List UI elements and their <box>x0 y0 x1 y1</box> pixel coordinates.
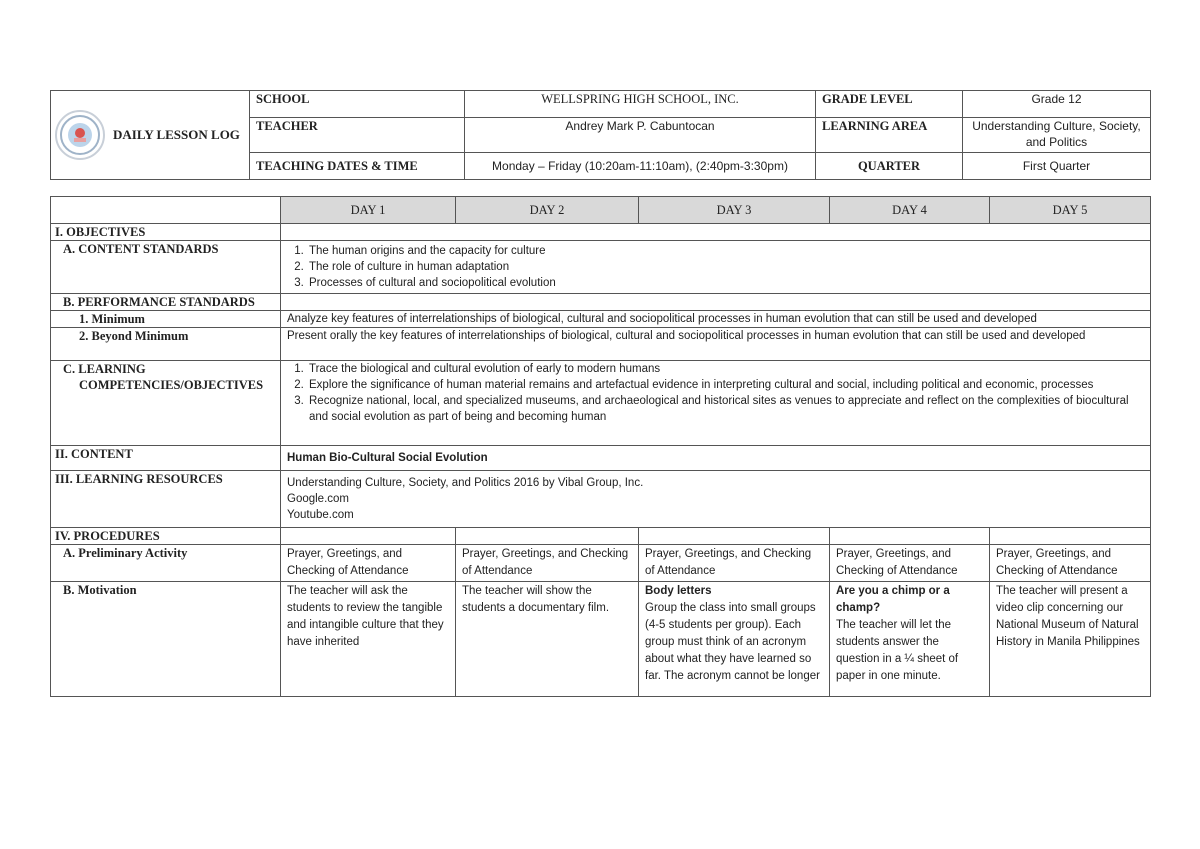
day-5-header: DAY 5 <box>990 197 1151 224</box>
motivation-day-3 <box>639 582 830 697</box>
content-standards-cell <box>281 241 1151 294</box>
motivation-day-2: The teacher will show the students a documentary film. <box>456 582 639 697</box>
motivation-day-4 <box>830 582 990 697</box>
chimp-or-champ-text: The teacher will let the students answer the question in a ¼ sheet of paper in one minute. <box>836 619 959 682</box>
procedures-blank <box>639 528 830 545</box>
preliminary-label: A. Preliminary Activity <box>51 545 281 582</box>
content-standards-heading: A. CONTENT STANDARDS <box>51 241 281 294</box>
dates-label: TEACHING DATES & TIME <box>250 153 465 180</box>
body-letters-text: Group the class into small groups (4-5 students per group). Each group must think of an acronym about what they have learned so far. The acronym cannot be longer <box>645 602 820 682</box>
learning-area-value: Understanding Culture, Society, and Politics <box>963 118 1151 153</box>
grade-level-label: GRADE LEVEL <box>816 91 963 118</box>
resource-item: Youtube.com <box>287 509 354 521</box>
preliminary-day-5: Prayer, Greetings, and Checking of Attendance <box>990 545 1151 582</box>
content-text: Human Bio-Cultural Social Evolution <box>281 446 1151 471</box>
resources-row <box>51 471 1151 528</box>
day-4-header: DAY 4 <box>830 197 990 224</box>
quarter-label: QUARTER <box>816 153 963 180</box>
minimum-row <box>51 311 1151 328</box>
motivation-row <box>51 582 1151 697</box>
day-header-row <box>51 197 1151 224</box>
list-item: 1. The human origins and the capacity for culture <box>307 243 1144 259</box>
procedures-blank <box>830 528 990 545</box>
competencies-list <box>287 361 1144 425</box>
procedures-blank <box>990 528 1151 545</box>
list-item: 3. Processes of cultural and sociopolitical evolution <box>307 275 1144 291</box>
resources-cell <box>281 471 1151 528</box>
teacher-label: TEACHER <box>250 118 465 153</box>
motivation-day-5: The teacher will present a video clip concerning our National Museum of Natural History in Manila Philippines <box>990 582 1151 697</box>
preliminary-day-2: Prayer, Greetings, and Checking of Attendance <box>456 545 639 582</box>
chimp-or-champ-title: Are you a chimp or a champ? <box>836 585 950 614</box>
objectives-row <box>51 224 1151 241</box>
preliminary-row <box>51 545 1151 582</box>
content-row <box>51 446 1151 471</box>
procedures-blank <box>281 528 456 545</box>
day-1-header: DAY 1 <box>281 197 456 224</box>
grade-level-value: Grade 12 <box>963 91 1151 118</box>
preliminary-day-4: Prayer, Greetings, and Checking of Attendance <box>830 545 990 582</box>
day-2-header: DAY 2 <box>456 197 639 224</box>
content-standards-row <box>51 241 1151 294</box>
list-item: 3. Recognize national, local, and specialized museums, and archaeological and historical sites as venues to appreciate and reflect on the complexities of biocultural and social evolution as part of being and becoming human <box>307 393 1144 425</box>
quarter-value: First Quarter <box>963 153 1151 180</box>
school-name: WELLSPRING HIGH SCHOOL, INC. <box>465 91 816 118</box>
minimum-label: 1. Minimum <box>51 311 281 328</box>
content-heading: II. CONTENT <box>51 446 281 471</box>
competencies-label-2: COMPETENCIES/OBJECTIVES <box>79 378 264 392</box>
beyond-minimum-text: Present orally the key features of interrelationships of biological, cultural and sociopolitical processes in human evolution that can still be used and developed <box>281 328 1151 361</box>
motivation-label: B. Motivation <box>51 582 281 697</box>
motivation-day-1: The teacher will ask the students to review the tangible and intangible culture that they have inherited <box>281 582 456 697</box>
lesson-table <box>50 196 1151 697</box>
beyond-minimum-label: 2. Beyond Minimum <box>51 328 281 361</box>
competencies-row <box>51 361 1151 446</box>
list-item: 2. The role of culture in human adaptation <box>307 259 1144 275</box>
procedures-heading: IV. PROCEDURES <box>51 528 281 545</box>
content-standards-list <box>287 243 1144 291</box>
daily-lesson-log-title: DAILY LESSON LOG <box>113 127 240 142</box>
procedures-row <box>51 528 1151 545</box>
teacher-name: Andrey Mark P. Cabuntocan <box>465 118 816 153</box>
competencies-label-1: C. LEARNING <box>63 362 146 376</box>
competencies-cell <box>281 361 1151 446</box>
performance-standards-row <box>51 294 1151 311</box>
logo-cell <box>51 91 250 180</box>
day-3-header: DAY 3 <box>639 197 830 224</box>
performance-standards-heading: B. PERFORMANCE STANDARDS <box>51 294 281 311</box>
list-item: 1. Trace the biological and cultural evolution of early to modern humans <box>307 361 1144 377</box>
preliminary-day-1: Prayer, Greetings, and Checking of Attendance <box>281 545 456 582</box>
learning-area-label: LEARNING AREA <box>816 118 963 153</box>
list-item: 2. Explore the significance of human material remains and artefactual evidence in interpreting cultural and social, including political and economic, processes <box>307 377 1144 393</box>
objectives-heading: I. OBJECTIVES <box>51 224 281 241</box>
minimum-text: Analyze key features of interrelationships of biological, cultural and sociopolitical processes in human evolution that can still be used and developed <box>281 311 1151 328</box>
procedures-blank <box>456 528 639 545</box>
performance-standards-blank <box>281 294 1151 311</box>
school-seal-logo <box>55 110 105 160</box>
resource-item: Understanding Culture, Society, and Politics 2016 by Vibal Group, Inc. <box>287 477 644 489</box>
blank-header-cell <box>51 197 281 224</box>
header-row <box>51 91 1151 118</box>
dates-value: Monday – Friday (10:20am-11:10am), (2:40pm-3:30pm) <box>465 153 816 180</box>
body-letters-title: Body letters <box>645 585 712 597</box>
header-table <box>50 90 1151 180</box>
preliminary-day-3: Prayer, Greetings, and Checking of Attendance <box>639 545 830 582</box>
beyond-minimum-row <box>51 328 1151 361</box>
resource-item: Google.com <box>287 493 350 505</box>
objectives-blank <box>281 224 1151 241</box>
resources-heading: III. LEARNING RESOURCES <box>51 471 281 528</box>
school-label: SCHOOL <box>250 91 465 118</box>
competencies-heading <box>51 361 281 446</box>
